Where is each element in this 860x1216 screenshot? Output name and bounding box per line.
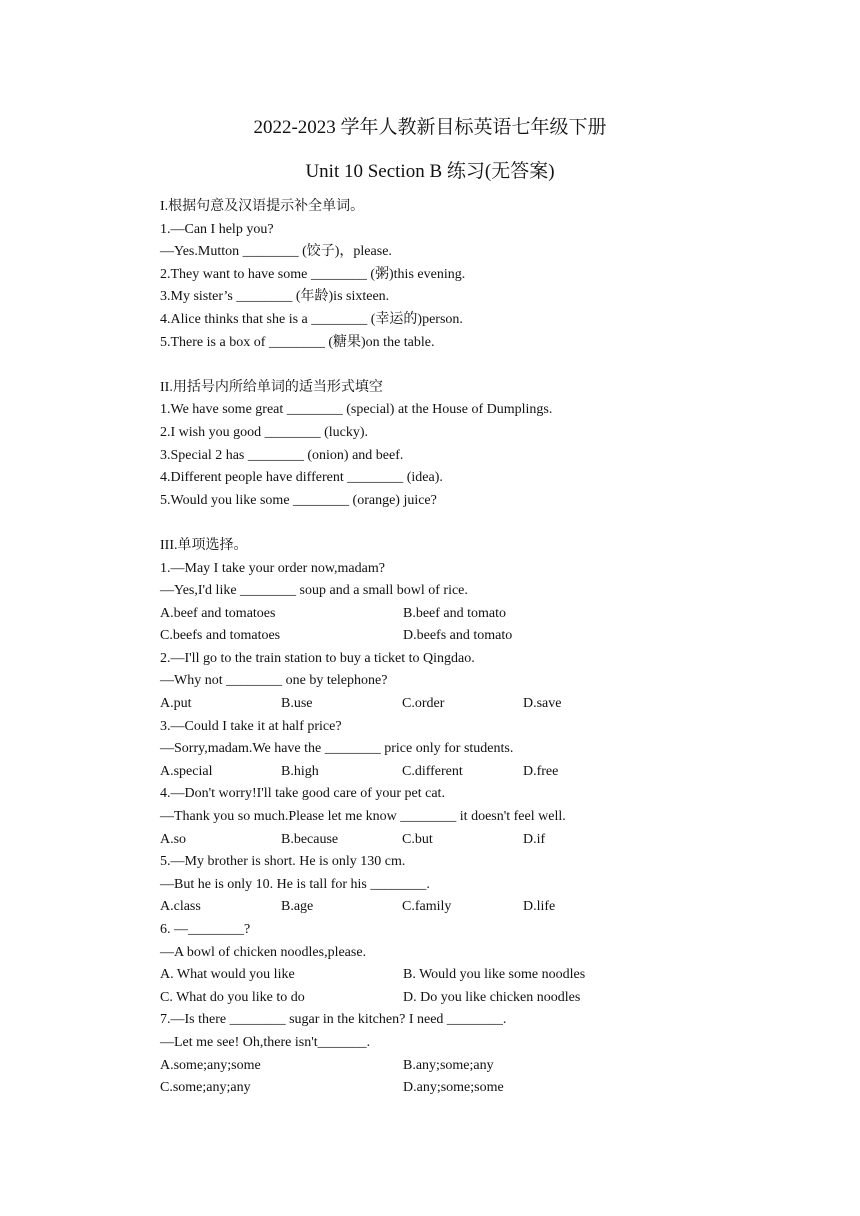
document-content: [160, 196, 720, 1100]
question-stem: 1.—May I take your order now,madam?: [160, 560, 385, 576]
section-spacer: [160, 354, 720, 377]
question-stem: 4.—Don't worry!I'll take good care of your pet cat.: [160, 786, 445, 802]
question-line: 4.Different people have different ________ (idea).: [160, 470, 443, 486]
option-d: D.beefs and tomato: [403, 628, 513, 644]
option-d: D.save: [523, 696, 562, 712]
option-a: A. What would you like: [160, 967, 295, 983]
question-line: 2.They want to have some ________ (粥)this evening.: [160, 266, 466, 282]
option-a: A.put: [160, 696, 192, 712]
question-stem: —Thank you so much.Please let me know ________ it doesn't feel well.: [160, 809, 566, 825]
option-c: C.order: [402, 696, 445, 712]
question-line: 2.I wish you good ________ (lucky).: [160, 424, 369, 440]
question-line: 4.Alice thinks that she is a ________ (幸运的)person.: [160, 311, 463, 327]
options-row: [160, 964, 720, 987]
option-d: D. Do you like chicken noodles: [403, 989, 581, 1005]
question-line: 5.Would you like some ________ (orange) juice?: [160, 492, 437, 508]
section-1: [160, 196, 720, 354]
option-d: D.if: [523, 831, 546, 847]
option-b: B.beef and tomato: [403, 605, 507, 621]
option-c: C.beefs and tomatoes: [160, 628, 281, 644]
question-stem: 3.—Could I take it at half price?: [160, 718, 342, 734]
option-a: A.some;any;some: [160, 1057, 261, 1073]
question-stem: 2.—I'll go to the train station to buy a ticket to Qingdao.: [160, 650, 475, 666]
question-stem: —But he is only 10. He is tall for his ________.: [160, 876, 430, 892]
question-line: 1.—Can I help you?: [160, 221, 274, 237]
question-stem: 7.—Is there ________ sugar in the kitchen? I need ________.: [160, 1012, 507, 1028]
option-b: B. Would you like some noodles: [403, 967, 586, 983]
section-spacer: [160, 512, 720, 535]
option-d: D.life: [523, 899, 556, 915]
question-line: —Yes.Mutton ________ (饺子)，please.: [160, 244, 392, 260]
options-row: [160, 1077, 720, 1100]
option-b: B.because: [281, 831, 339, 847]
options-row: [160, 1055, 720, 1078]
options-row: [160, 987, 720, 1010]
option-b: B.any;some;any: [403, 1057, 494, 1073]
option-c: C.different: [402, 763, 463, 779]
option-c: C.but: [402, 831, 433, 847]
options-row: [160, 761, 720, 784]
section-2: [160, 377, 720, 513]
section-3: [160, 535, 720, 1100]
option-b: B.use: [281, 696, 313, 712]
option-a: A.special: [160, 763, 213, 779]
options-row: [160, 625, 720, 648]
section-heading: II.用括号内所给单词的适当形式填空: [160, 379, 383, 395]
option-a: A.class: [160, 899, 201, 915]
section-heading: I.根据句意及汉语提示补全单词。: [160, 199, 365, 214]
option-b: B.high: [281, 763, 319, 779]
question-stem: —Why not ________ one by telephone?: [160, 673, 388, 689]
options-row: [160, 603, 720, 626]
option-c: C.family: [402, 899, 452, 915]
options-row: [160, 829, 720, 852]
question-stem: —Sorry,madam.We have the ________ price only for students.: [160, 741, 514, 757]
question-line: 3.Special 2 has ________ (onion) and beef.: [160, 447, 404, 463]
option-c: C.some;any;any: [160, 1080, 251, 1096]
option-a: A.so: [160, 831, 187, 847]
question-stem: —Let me see! Oh,there isn't_______.: [160, 1034, 371, 1050]
question-line: 1.We have some great ________ (special) at the House of Dumplings.: [160, 402, 553, 418]
document-subtitle: Unit 10 Section B 练习(无答案): [305, 161, 555, 182]
question-line: 5.There is a box of ________ (糖果)on the table.: [160, 334, 435, 350]
option-d: D.free: [523, 763, 559, 779]
options-row: [160, 896, 720, 919]
option-d: D.any;some;some: [403, 1080, 504, 1096]
question-line: 3.My sister’s ________ (年龄)is sixteen.: [160, 289, 390, 305]
option-c: C. What do you like to do: [160, 989, 305, 1005]
document-title: 2022-2023 学年人教新目标英语七年级下册: [253, 117, 607, 138]
section-heading: III.单项选择。: [160, 537, 248, 553]
question-stem: —A bowl of chicken noodles,please.: [160, 944, 367, 960]
question-stem: —Yes,I'd like ________ soup and a small bowl of rice.: [160, 583, 468, 599]
question-stem: 6. —________?: [160, 922, 251, 937]
question-stem: 5.—My brother is short. He is only 130 cm.: [160, 854, 406, 870]
option-b: B.age: [281, 899, 314, 915]
options-row: [160, 693, 720, 716]
option-a: A.beef and tomatoes: [160, 605, 276, 621]
